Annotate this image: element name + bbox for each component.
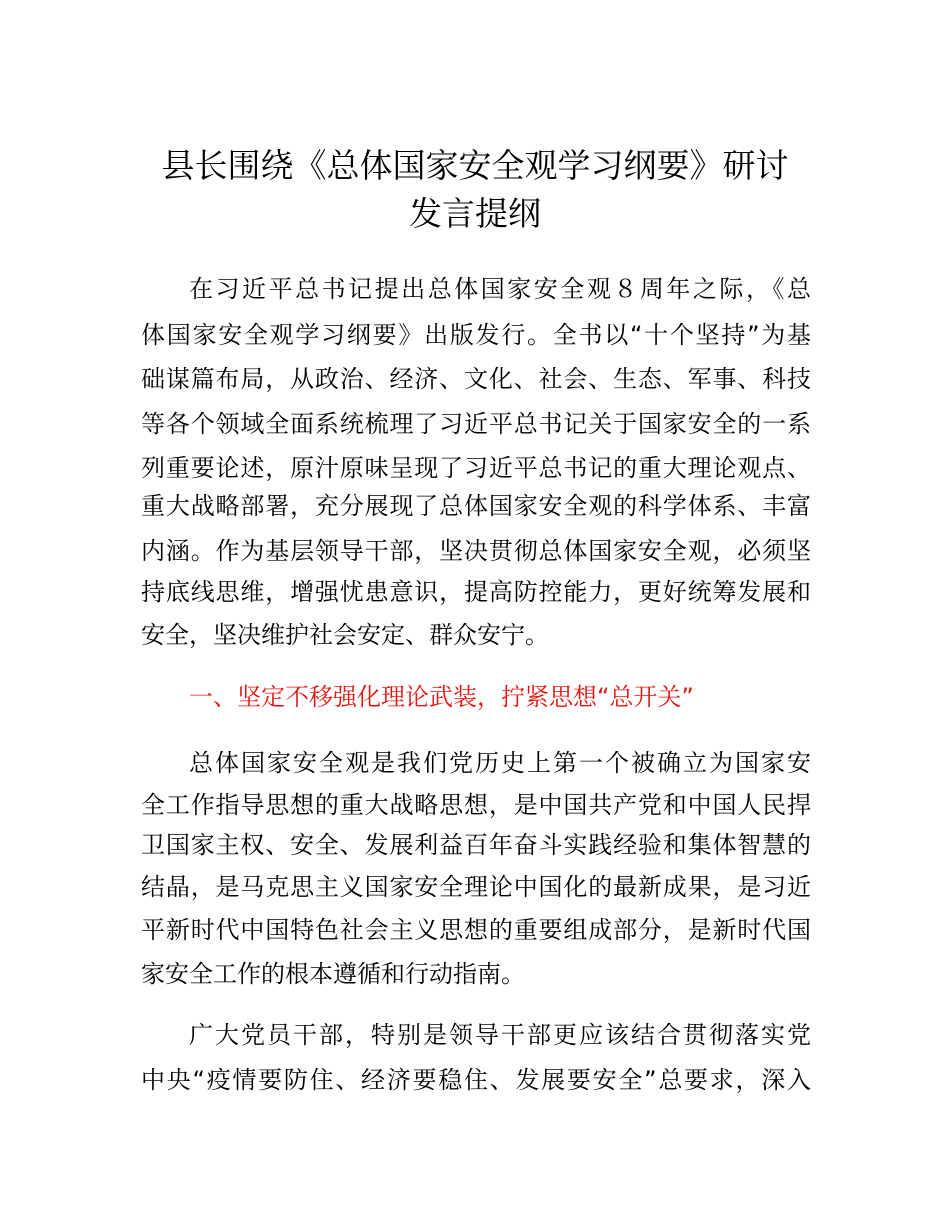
para3-line-2: 中央“疫情要防住、经济要稳住、发展要安全”总要求，深入 [141, 1066, 811, 1094]
para2-line-2: 全工作指导思想的重大战略思想，是中国共产党和中国人民捍 [141, 791, 811, 819]
para2-line-6: 家安全工作的根本遵循和行动指南。 [141, 960, 525, 988]
intro-line-7: 内涵。作为基层领导干部，坚决贯彻总体国家安全观，必须坚 [141, 537, 811, 565]
section-1-heading: 一、坚定不移强化理论武装，拧紧思想“总开关” [189, 683, 694, 711]
intro-line-8: 持底线思维，增强忧患意识，提高防控能力，更好统筹发展和 [141, 578, 811, 606]
para3-line-1: 广大党员干部，特别是领导干部更应该结合贯彻落实党 [189, 1021, 811, 1049]
document-title-line-1: 县长围绕《总体国家安全观学习纲要》研讨 [161, 146, 789, 185]
intro-line-3: 础谋篇布局，从政治、经济、文化、社会、生态、军事、科技 [141, 365, 811, 393]
para2-line-1: 总体国家安全观是我们党历史上第一个被确立为国家安 [189, 749, 811, 777]
para2-line-5: 平新时代中国特色社会主义思想的重要组成部分，是新时代国 [141, 916, 811, 944]
para2-line-3: 卫国家主权、安全、发展利益百年奋斗实践经验和集体智慧的 [141, 831, 811, 859]
intro-line-6: 重大战略部署，充分展现了总体国家安全观的科学体系、丰富 [141, 492, 811, 520]
para2-line-4: 结晶，是马克思主义国家安全理论中国化的最新成果，是习近 [141, 873, 811, 901]
document-title-line-2: 发言提纲 [409, 194, 541, 233]
intro-line-2: 体国家安全观学习纲要》出版发行。全书以“十个坚持”为基 [141, 321, 811, 349]
intro-line-9: 安全，坚决维护社会安定、群众安宁。 [141, 621, 549, 649]
intro-line-1: 在习近平总书记提出总体国家安全观８周年之际，《总 [189, 275, 811, 303]
intro-line-5: 列重要论述，原汁原味呈现了习近平总书记的重大理论观点、 [141, 454, 811, 482]
intro-line-4: 等各个领域全面系统梳理了习近平总书记关于国家安全的一系 [141, 410, 811, 438]
